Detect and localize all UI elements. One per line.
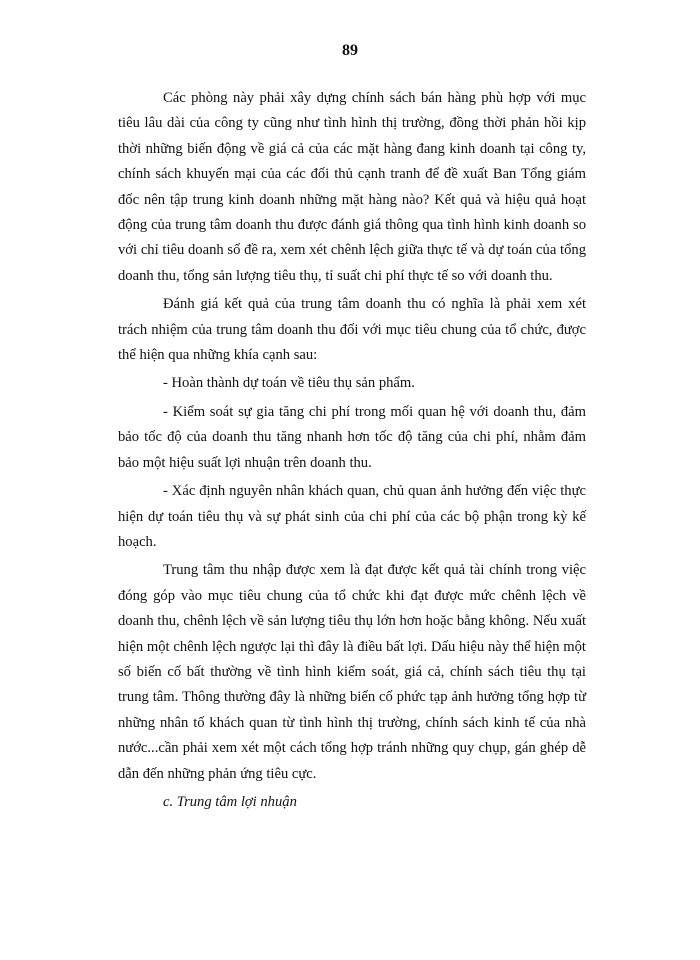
list-item-cause-analysis: - Xác định nguyên nhân khách quan, chủ quan ảnh hưởng đến việc thực hiện dự toán tiêu thụ và sự phát sinh của chi phí của các bộ phận trong kỳ kế hoạch. (118, 483, 586, 550)
page-number: 89 (342, 42, 358, 59)
paragraph-evaluation-intro: Đánh giá kết quả của trung tâm doanh thu có nghĩa là phải xem xét trách nhiệm của trung tâm doanh thu đối với mục tiêu chung của tổ chức, được thể hiện qua những khía cạnh sau: (118, 296, 586, 364)
list-item-cost-control: - Kiểm soát sự gia tăng chi phí trong mối quan hệ với doanh thu, đảm bảo tốc độ của doanh thu tăng nhanh hơn tốc độ tăng của chi phí, nhằm đảm bảo một hiệu suất lợi nhuận trên doanh thu. (118, 403, 586, 471)
paragraph-income-center: Trung tâm thu nhập được xem là đạt được kết quả tài chính trong việc đóng góp vào mục tiêu chung của tổ chức khi đạt được mức chênh lệch về doanh thu, chênh lệch về sản lượng tiêu thụ lớn hơn hoặc bằng không. Nếu xuất hiện một chênh lệch ngược lại thì đây là điều bất lợi. Dấu hiệu này thể hiện một số biến cố bất thường về tình hình kiểm soát, giá cả, chính sách tiêu thụ tại trung tâm. Thông thường đây là những biến cố phức tạp ảnh hưởng tổng hợp từ những nhân tố khách quan từ tình hình thị trường, chính sách kinh tế của nhà nước...cần phải xem xét một cách tổng hợp tránh những quy chụp, gán ghép dễ dẫn đến những phản ứng tiêu cực. (118, 562, 586, 782)
list-item-sales-forecast: - Hoàn thành dự toán về tiêu thụ sản phẩm. (163, 375, 415, 392)
paragraph-sales-policy: Các phòng này phải xây dựng chính sách bán hàng phù hợp với mục tiêu lâu dài của công ty cũng như tình hình thị trường, đồng thời phản hồi kịp thời những biến động về giá cả của các mặt hàng đang kinh doanh tại công ty, chính sách khuyến mại của các đối thủ cạnh tranh để đề xuất Ban Tổng giám đốc nên tập trung kinh doanh những mặt hàng nào? Kết quả và hiệu quả hoạt động của trung tâm doanh thu được đánh giá thông qua tình hình kinh doanh so với chỉ tiêu doanh số đề ra, xem xét chênh lệch giữa thực tế và dự toán của tổng doanh thu, tổng sản lượng tiêu thụ, tỉ suất chi phí thực tế so với doanh thu. (118, 90, 586, 284)
section-heading: c. Trung tâm lợi nhuận (163, 793, 297, 810)
page-body (118, 86, 586, 815)
